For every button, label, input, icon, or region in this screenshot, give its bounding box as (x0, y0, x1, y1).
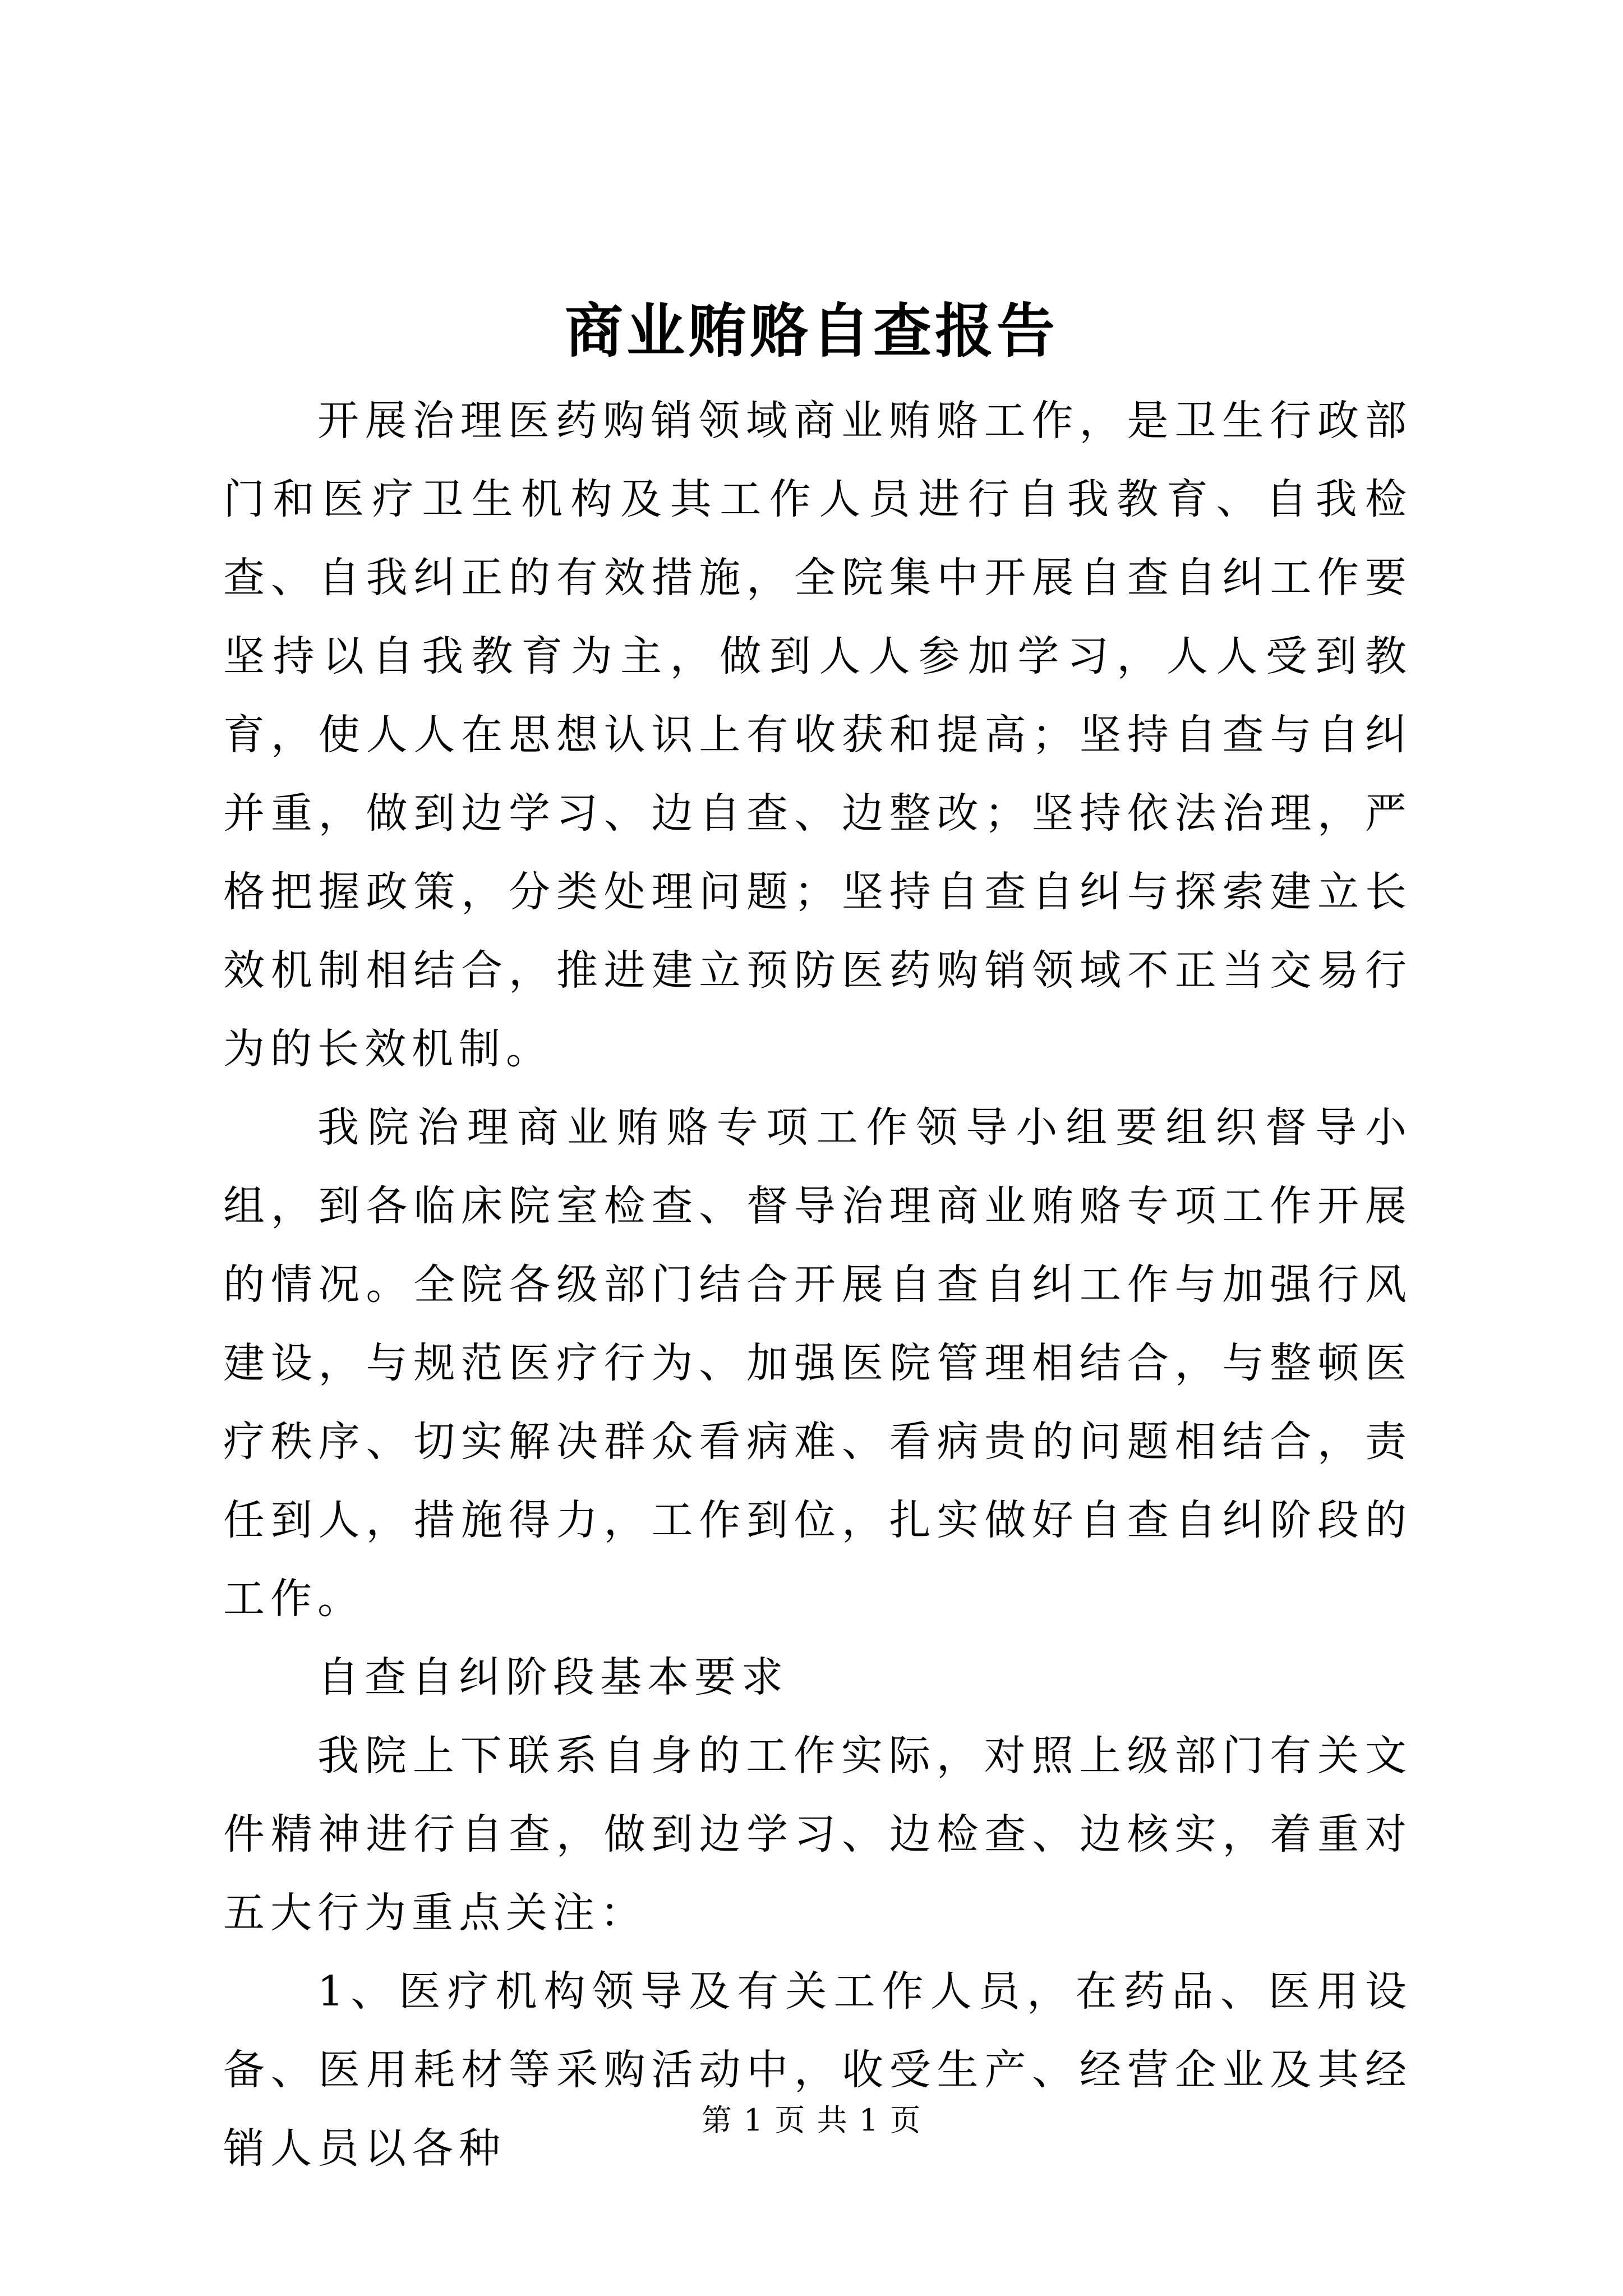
document-body (223, 381, 1412, 2188)
document-title: 商业贿赂自查报告 (564, 296, 1058, 365)
section-heading-requirements: 自查自纠阶段基本要求 (317, 1653, 789, 1701)
paragraph-leadership: 我院治理商业贿赂专项工作领导小组要组织督导小组，到各临床院室检查、督导治理商业贿赂专项工作开展的情况。全院各级部门结合开展自查自纠工作与加强行风建设，与规范医疗行为、加强医院管理相结合，与整顿医疗秩序、切实解决群众看病难、看病贵的问题相结合，责任到人，措施得力，工作到位，扎实做好自查自纠阶段的工作。 (223, 1103, 1412, 1623)
list-item-1: 1、医疗机构领导及有关工作人员，在药品、医用设备、医用耗材等采购活动中，收受生产、经营企业及其经销人员以各种 (223, 1967, 1412, 2173)
paragraph-self-check: 我院上下联系自身的工作实际，对照上级部门有关文件精神进行自查，做到边学习、边检查、边核实，着重对五大行为重点关注： (223, 1732, 1412, 1937)
page-number-footer: 第 1 页 共 1 页 (701, 2102, 922, 2138)
paragraph-intro: 开展治理医药购销领域商业贿赂工作，是卫生行政部门和医疗卫生机构及其工作人员进行自我教育、自我检查、自我纠正的有效措施，全院集中开展自查自纠工作要坚持以自我教育为主，做到人人参加学习，人人受到教育，使人人在思想认识上有收获和提高；坚持自查与自纠并重，做到边学习、边自查、边整改；坚持依法治理，严格把握政策，分类处理问题；坚持自查自纠与探索建立长效机制相结合，推进建立预防医药购销领域不正当交易行为的长效机制。 (223, 397, 1412, 1073)
